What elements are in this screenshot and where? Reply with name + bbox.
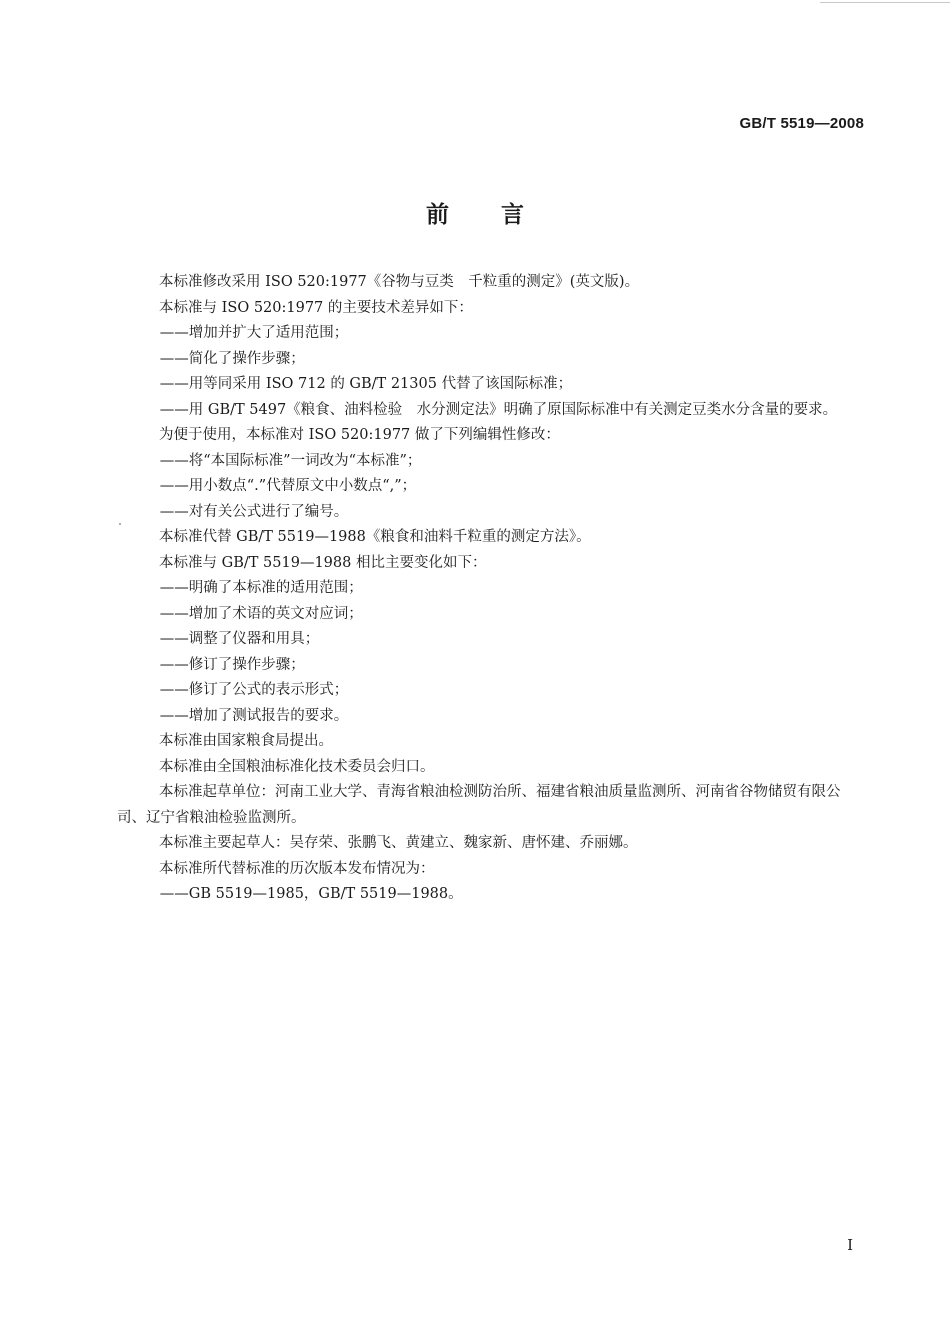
- page-number: I: [847, 1236, 853, 1254]
- paragraph: 本标准主要起草人：吴存荣、张鹏飞、黄建立、魏家新、唐怀建、乔丽娜。: [159, 835, 638, 851]
- list-item: ——增加并扩大了适用范围；: [159, 325, 349, 341]
- list-item: ——修订了公式的表示形式；: [159, 682, 349, 698]
- list-item: ——明确了本标准的适用范围；: [159, 580, 363, 596]
- list-item: ——GB 5519—1985，GB/T 5519—1988。: [159, 886, 463, 902]
- standard-code: GB/T 5519—2008: [739, 115, 864, 132]
- list-item: ——将“本国际标准”一词改为“本标准”；: [159, 452, 422, 469]
- scan-edge-line: [820, 2, 950, 3]
- list-item: ——用小数点“.”代替原文中小数点“,”；: [159, 478, 417, 494]
- paragraph: 本标准与 GB/T 5519—1988 相比主要变化如下：: [159, 554, 487, 571]
- list-item: ——用等同采用 ISO 712 的 GB/T 21305 代替了该国际标准；: [159, 376, 573, 392]
- list-item: ——对有关公式进行了编号。: [159, 503, 349, 520]
- paragraph: 本标准由全国粮油标准化技术委员会归口。: [159, 758, 435, 775]
- paragraph: 本标准所代替标准的历次版本发布情况为：: [159, 860, 435, 877]
- paragraph: 为便于使用，本标准对 ISO 520:1977 做了下列编辑性修改：: [159, 427, 560, 443]
- paragraph: 本标准起草单位：河南工业大学、青海省粮油检测防治所、福建省粮油质量监测所、河南省谷物储贸有限公司、辽宁省粮油检验监测所。: [117, 784, 841, 826]
- list-item: ——增加了测试报告的要求。: [159, 707, 349, 724]
- list-item: ——增加了术语的英文对应词；: [159, 605, 363, 622]
- list-item: ——简化了操作步骤；: [159, 350, 305, 367]
- list-item: ——修订了操作步骤；: [159, 656, 305, 673]
- paragraph: 本标准修改采用 ISO 520:1977《谷物与豆类 千粒重的测定》(英文版)。: [159, 274, 640, 290]
- paragraph: 本标准代替 GB/T 5519—1988《粮食和油料千粒重的测定方法》。: [159, 529, 591, 545]
- foreword-body: [117, 270, 867, 908]
- scan-speck: [119, 523, 121, 525]
- list-item: ——调整了仪器和用具；: [159, 631, 320, 647]
- page-title: 前言: [426, 202, 576, 228]
- paragraph: 本标准由国家粮食局提出。: [159, 733, 334, 749]
- paragraph: 本标准与 ISO 520:1977 的主要技术差异如下：: [159, 299, 473, 316]
- list-item: ——用 GB/T 5497《粮食、油料检验 水分测定法》明确了原国际标准中有关测定豆类水分含量的要求。: [159, 401, 838, 418]
